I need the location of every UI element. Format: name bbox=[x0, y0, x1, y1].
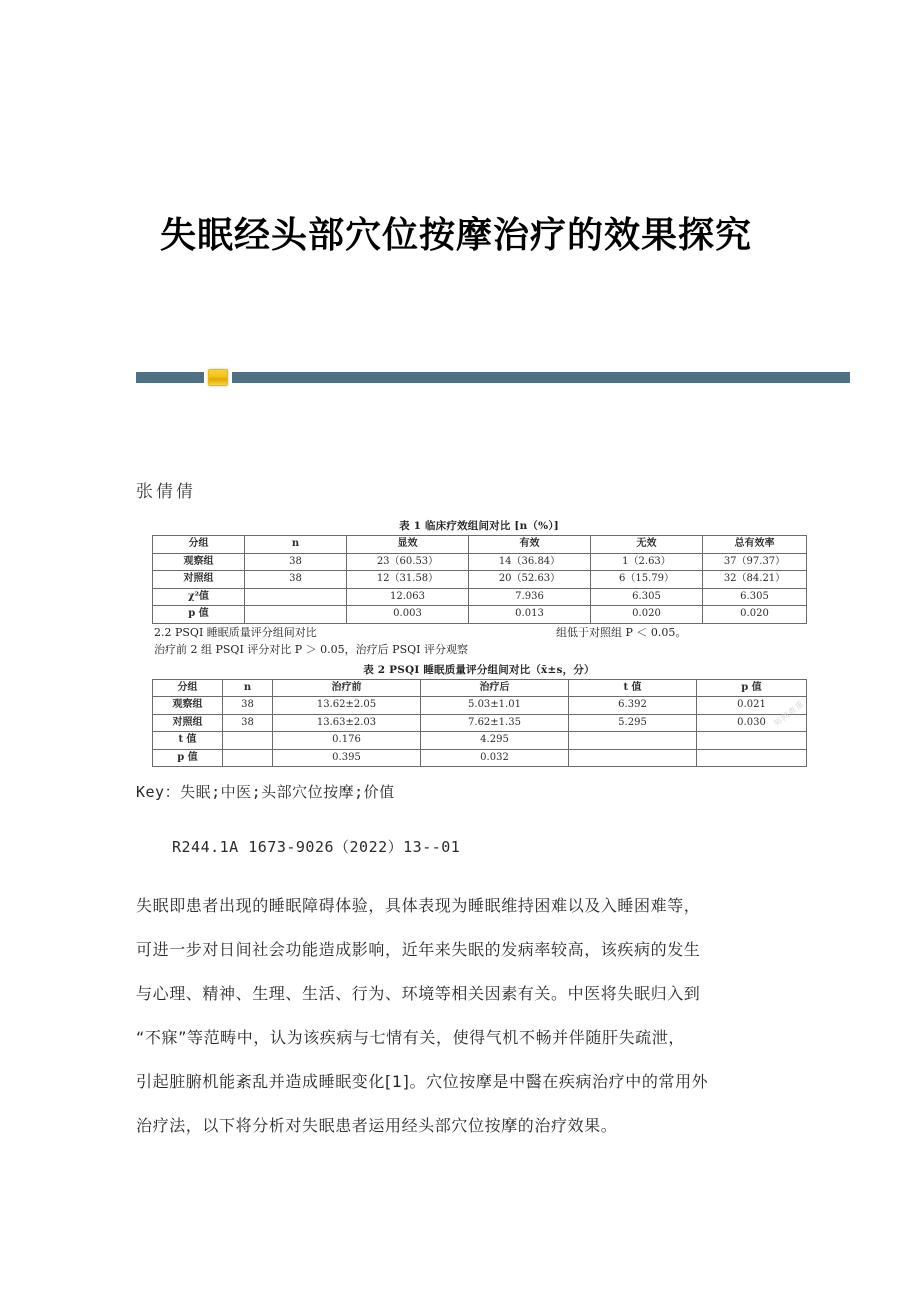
keywords-line: Key：失眠;中医;头部穴位按摩;价值 bbox=[136, 783, 395, 801]
prose-line: 治疗前 2 组 PSQI 评分对比 P ＞ 0.05，治疗后 PSQI 评分观察 bbox=[154, 642, 468, 656]
table-cell: 0.032 bbox=[421, 749, 569, 767]
table-cell: 0.013 bbox=[469, 606, 591, 624]
table-cell: 6.392 bbox=[569, 697, 697, 715]
table-row bbox=[153, 588, 807, 606]
body-paragraph bbox=[136, 884, 800, 1148]
table-header-row bbox=[153, 679, 807, 697]
body-line: 治疗法，以下将分析对失眠患者运用经头部穴位按摩的治疗效果。 bbox=[136, 1116, 618, 1135]
table-cell: 5.295 bbox=[569, 714, 697, 732]
table-row bbox=[153, 697, 807, 715]
table-cell: 14（36.84） bbox=[469, 553, 591, 571]
table-cell: 23（60.53） bbox=[347, 553, 469, 571]
table-cell bbox=[245, 588, 347, 606]
table-cell: 7.62±1.35 bbox=[421, 714, 569, 732]
column-header-group: 分组 bbox=[153, 536, 245, 554]
table-cell: 0.176 bbox=[273, 732, 421, 750]
table-cell: 38 bbox=[223, 714, 273, 732]
row-label: 观察组 bbox=[153, 697, 223, 715]
page-title: 失眠经头部穴位按摩治疗的效果探究 bbox=[160, 215, 753, 256]
table-cell bbox=[569, 749, 697, 767]
author-name: 张倩倩 bbox=[136, 482, 196, 502]
table-row bbox=[153, 553, 807, 571]
column-header-effective: 有效 bbox=[469, 536, 591, 554]
table-2-caption: 表 2 PSQI 睡眠质量评分组间对比（x̄±s，分） bbox=[363, 663, 595, 676]
column-header-n: n bbox=[223, 679, 273, 697]
table-cell: 38 bbox=[223, 697, 273, 715]
row-label: 对照组 bbox=[153, 714, 223, 732]
watermark-text: 知网查重 bbox=[772, 698, 807, 728]
table-cell: 38 bbox=[245, 571, 347, 589]
divider-accent-square-icon bbox=[208, 369, 228, 386]
row-label: t 值 bbox=[153, 732, 223, 750]
table-cell: 1（2.63） bbox=[591, 553, 703, 571]
title-divider bbox=[136, 372, 850, 383]
row-label: 观察组 bbox=[153, 553, 245, 571]
table-header-row bbox=[153, 536, 807, 554]
table-cell: 7.936 bbox=[469, 588, 591, 606]
column-header-after: 治疗后 bbox=[421, 679, 569, 697]
column-header-marked: 显效 bbox=[347, 536, 469, 554]
row-label: χ²值 bbox=[153, 588, 245, 606]
column-header-ineffective: 无效 bbox=[591, 536, 703, 554]
table-2-wrapper bbox=[152, 662, 806, 768]
body-line: 失眠即患者出现的睡眠障碍体验，具体表现为睡眠维持困难以及入睡困难等， bbox=[136, 896, 701, 915]
table-cell bbox=[697, 749, 807, 767]
paragraph bbox=[136, 884, 800, 1148]
body-line: 可进一步对日间社会功能造成影响，近年来失眠的发病率较高，该疾病的发生 bbox=[136, 940, 701, 959]
table-cell: 38 bbox=[245, 553, 347, 571]
column-header-group: 分组 bbox=[153, 679, 223, 697]
row-label: p 值 bbox=[153, 749, 223, 767]
column-header-total-rate: 总有效率 bbox=[703, 536, 807, 554]
inter-table-prose bbox=[152, 624, 806, 662]
tables-region bbox=[152, 518, 806, 767]
table-cell: 20（52.63） bbox=[469, 571, 591, 589]
table-row bbox=[153, 571, 807, 589]
table-cell: 4.295 bbox=[421, 732, 569, 750]
section-heading: 2.2 PSQI 睡眠质量评分组间对比 bbox=[154, 625, 317, 639]
row-label: p 值 bbox=[153, 606, 245, 624]
table-row bbox=[153, 606, 807, 624]
divider-segment-left bbox=[136, 372, 204, 383]
table-cell: 0.020 bbox=[703, 606, 807, 624]
table-cell: 0.030 bbox=[697, 714, 807, 732]
table-row bbox=[153, 732, 807, 750]
table-cell: 0.003 bbox=[347, 606, 469, 624]
table-cell: 0.021 bbox=[697, 697, 807, 715]
table-cell: 12.063 bbox=[347, 588, 469, 606]
body-line: 引起脏腑机能紊乱并造成睡眠变化[1]。穴位按摩是中醫在疾病治疗中的常用外 bbox=[136, 1072, 709, 1091]
table-row bbox=[153, 714, 807, 732]
table-cell: 6（15.79） bbox=[591, 571, 703, 589]
table-cell bbox=[223, 732, 273, 750]
table-cell: 37（97.37） bbox=[703, 553, 807, 571]
divider-segment-right bbox=[232, 372, 850, 383]
column-header-n: n bbox=[245, 536, 347, 554]
table-cell: 5.03±1.01 bbox=[421, 697, 569, 715]
prose-right-fragment: 组低于对照组 P ＜ 0.05。 bbox=[556, 625, 687, 639]
table-cell bbox=[223, 749, 273, 767]
table-cell: 13.63±2.03 bbox=[273, 714, 421, 732]
table-cell: 6.305 bbox=[703, 588, 807, 606]
table-cell: 0.395 bbox=[273, 749, 421, 767]
classification-code: R244.1A 1673-9026（2022）13--01 bbox=[172, 838, 461, 856]
table-1-caption: 表 1 临床疗效组间对比 [n（%）] bbox=[399, 520, 559, 532]
table-cell: 0.020 bbox=[591, 606, 703, 624]
table-cell bbox=[569, 732, 697, 750]
table-cell: 32（84.21） bbox=[703, 571, 807, 589]
table-row bbox=[153, 749, 807, 767]
table-cell bbox=[697, 732, 807, 750]
table-cell: 13.62±2.05 bbox=[273, 697, 421, 715]
row-label: 对照组 bbox=[153, 571, 245, 589]
table-cell bbox=[245, 606, 347, 624]
column-header-t-value: t 值 bbox=[569, 679, 697, 697]
column-header-before: 治疗前 bbox=[273, 679, 421, 697]
clinical-efficacy-table bbox=[152, 535, 807, 624]
table-cell: 12（31.58） bbox=[347, 571, 469, 589]
table-cell: 6.305 bbox=[591, 588, 703, 606]
body-line: “不寐”等范畴中，认为该疾病与七情有关，使得气机不畅并伴随肝失疏泄， bbox=[136, 1028, 685, 1047]
body-line: 与心理、精神、生理、生活、行为、环境等相关因素有关。中医将失眠归入到 bbox=[136, 984, 701, 1003]
column-header-p-value: p 值 bbox=[697, 679, 807, 697]
psqi-score-table bbox=[152, 679, 807, 768]
